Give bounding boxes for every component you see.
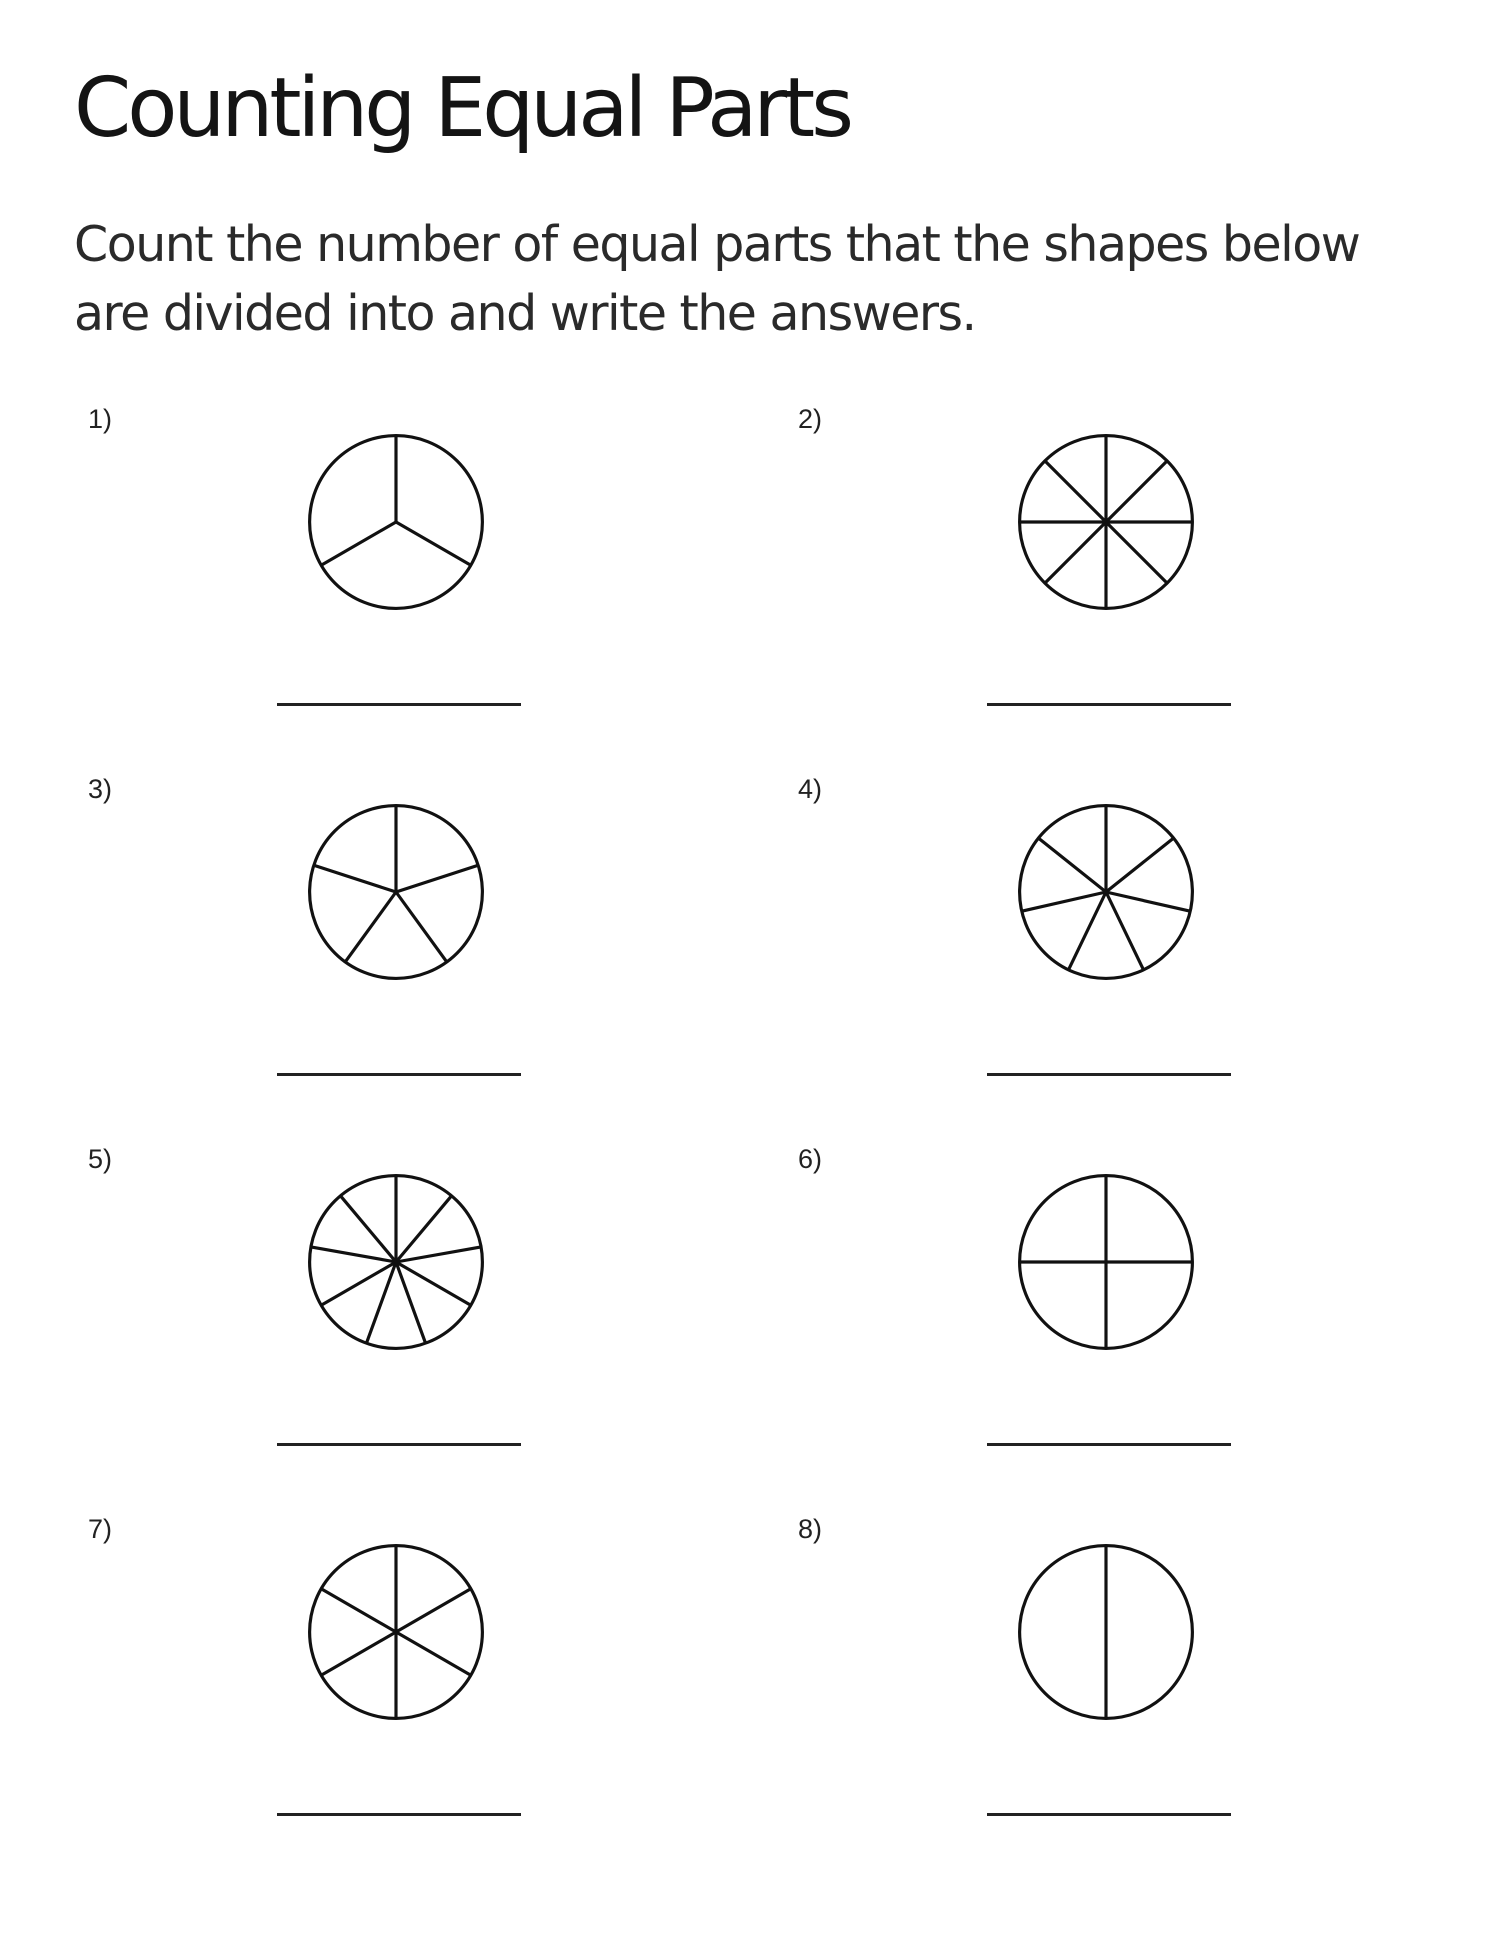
dividing-line [1106,522,1167,583]
problem-5 [74,1144,774,1504]
problem-number: 5) [88,1144,113,1174]
answer-line[interactable] [277,1813,521,1816]
divided-circle [1010,796,1202,988]
divided-circle [1010,426,1202,618]
worksheet-instructions [74,210,1374,348]
problem-number: 3) [88,774,113,804]
instructions-line-2: are divided into and write the answers. [74,285,976,342]
answer-line[interactable] [987,1813,1231,1816]
problem-number: 8) [798,1514,823,1544]
answer-line[interactable] [987,1073,1231,1076]
dividing-line [1045,461,1106,522]
divided-circle [300,426,492,618]
divided-circle [300,796,492,988]
problem-4 [784,774,1484,1134]
dividing-line [321,1262,396,1305]
problem-6 [784,1144,1484,1504]
dividing-line [396,865,478,892]
dividing-line [1106,892,1190,911]
problem-number: 2) [798,404,823,434]
problem-number: 7) [88,1514,113,1544]
answer-line[interactable] [277,1443,521,1446]
dividing-line [1038,838,1106,892]
problem-number: 6) [798,1144,823,1174]
dividing-line [396,1632,471,1675]
dividing-line [1106,461,1167,522]
divided-circle [300,1166,492,1358]
problem-number: 1) [88,404,113,434]
answer-line[interactable] [987,1443,1231,1446]
problem-3 [74,774,774,1134]
problem-number: 4) [798,774,823,804]
dividing-line [1106,892,1143,970]
dividing-line [396,892,447,962]
problem-1 [74,404,774,764]
dividing-line [321,1632,396,1675]
dividing-line [321,522,396,565]
answer-line[interactable] [277,703,521,706]
divided-circle [300,1536,492,1728]
answer-line[interactable] [277,1073,521,1076]
dividing-line [1069,892,1106,970]
divided-circle [1010,1166,1202,1358]
dividing-line [1106,838,1174,892]
answer-line[interactable] [987,703,1231,706]
divided-circle [1010,1536,1202,1728]
dividing-line [396,522,471,565]
dividing-line [1022,892,1106,911]
dividing-line [396,1262,471,1305]
dividing-line [396,1262,426,1343]
worksheet-title: Counting Equal Parts [74,61,850,156]
dividing-line [1045,522,1106,583]
dividing-line [321,1589,396,1632]
problem-2 [784,404,1484,764]
dividing-line [314,865,396,892]
instructions-line-1: Count the number of equal parts that the shapes below [74,216,1360,273]
problem-7 [74,1514,774,1874]
problem-8 [784,1514,1484,1874]
dividing-line [396,1589,471,1632]
dividing-line [345,892,396,962]
dividing-line [366,1262,396,1343]
